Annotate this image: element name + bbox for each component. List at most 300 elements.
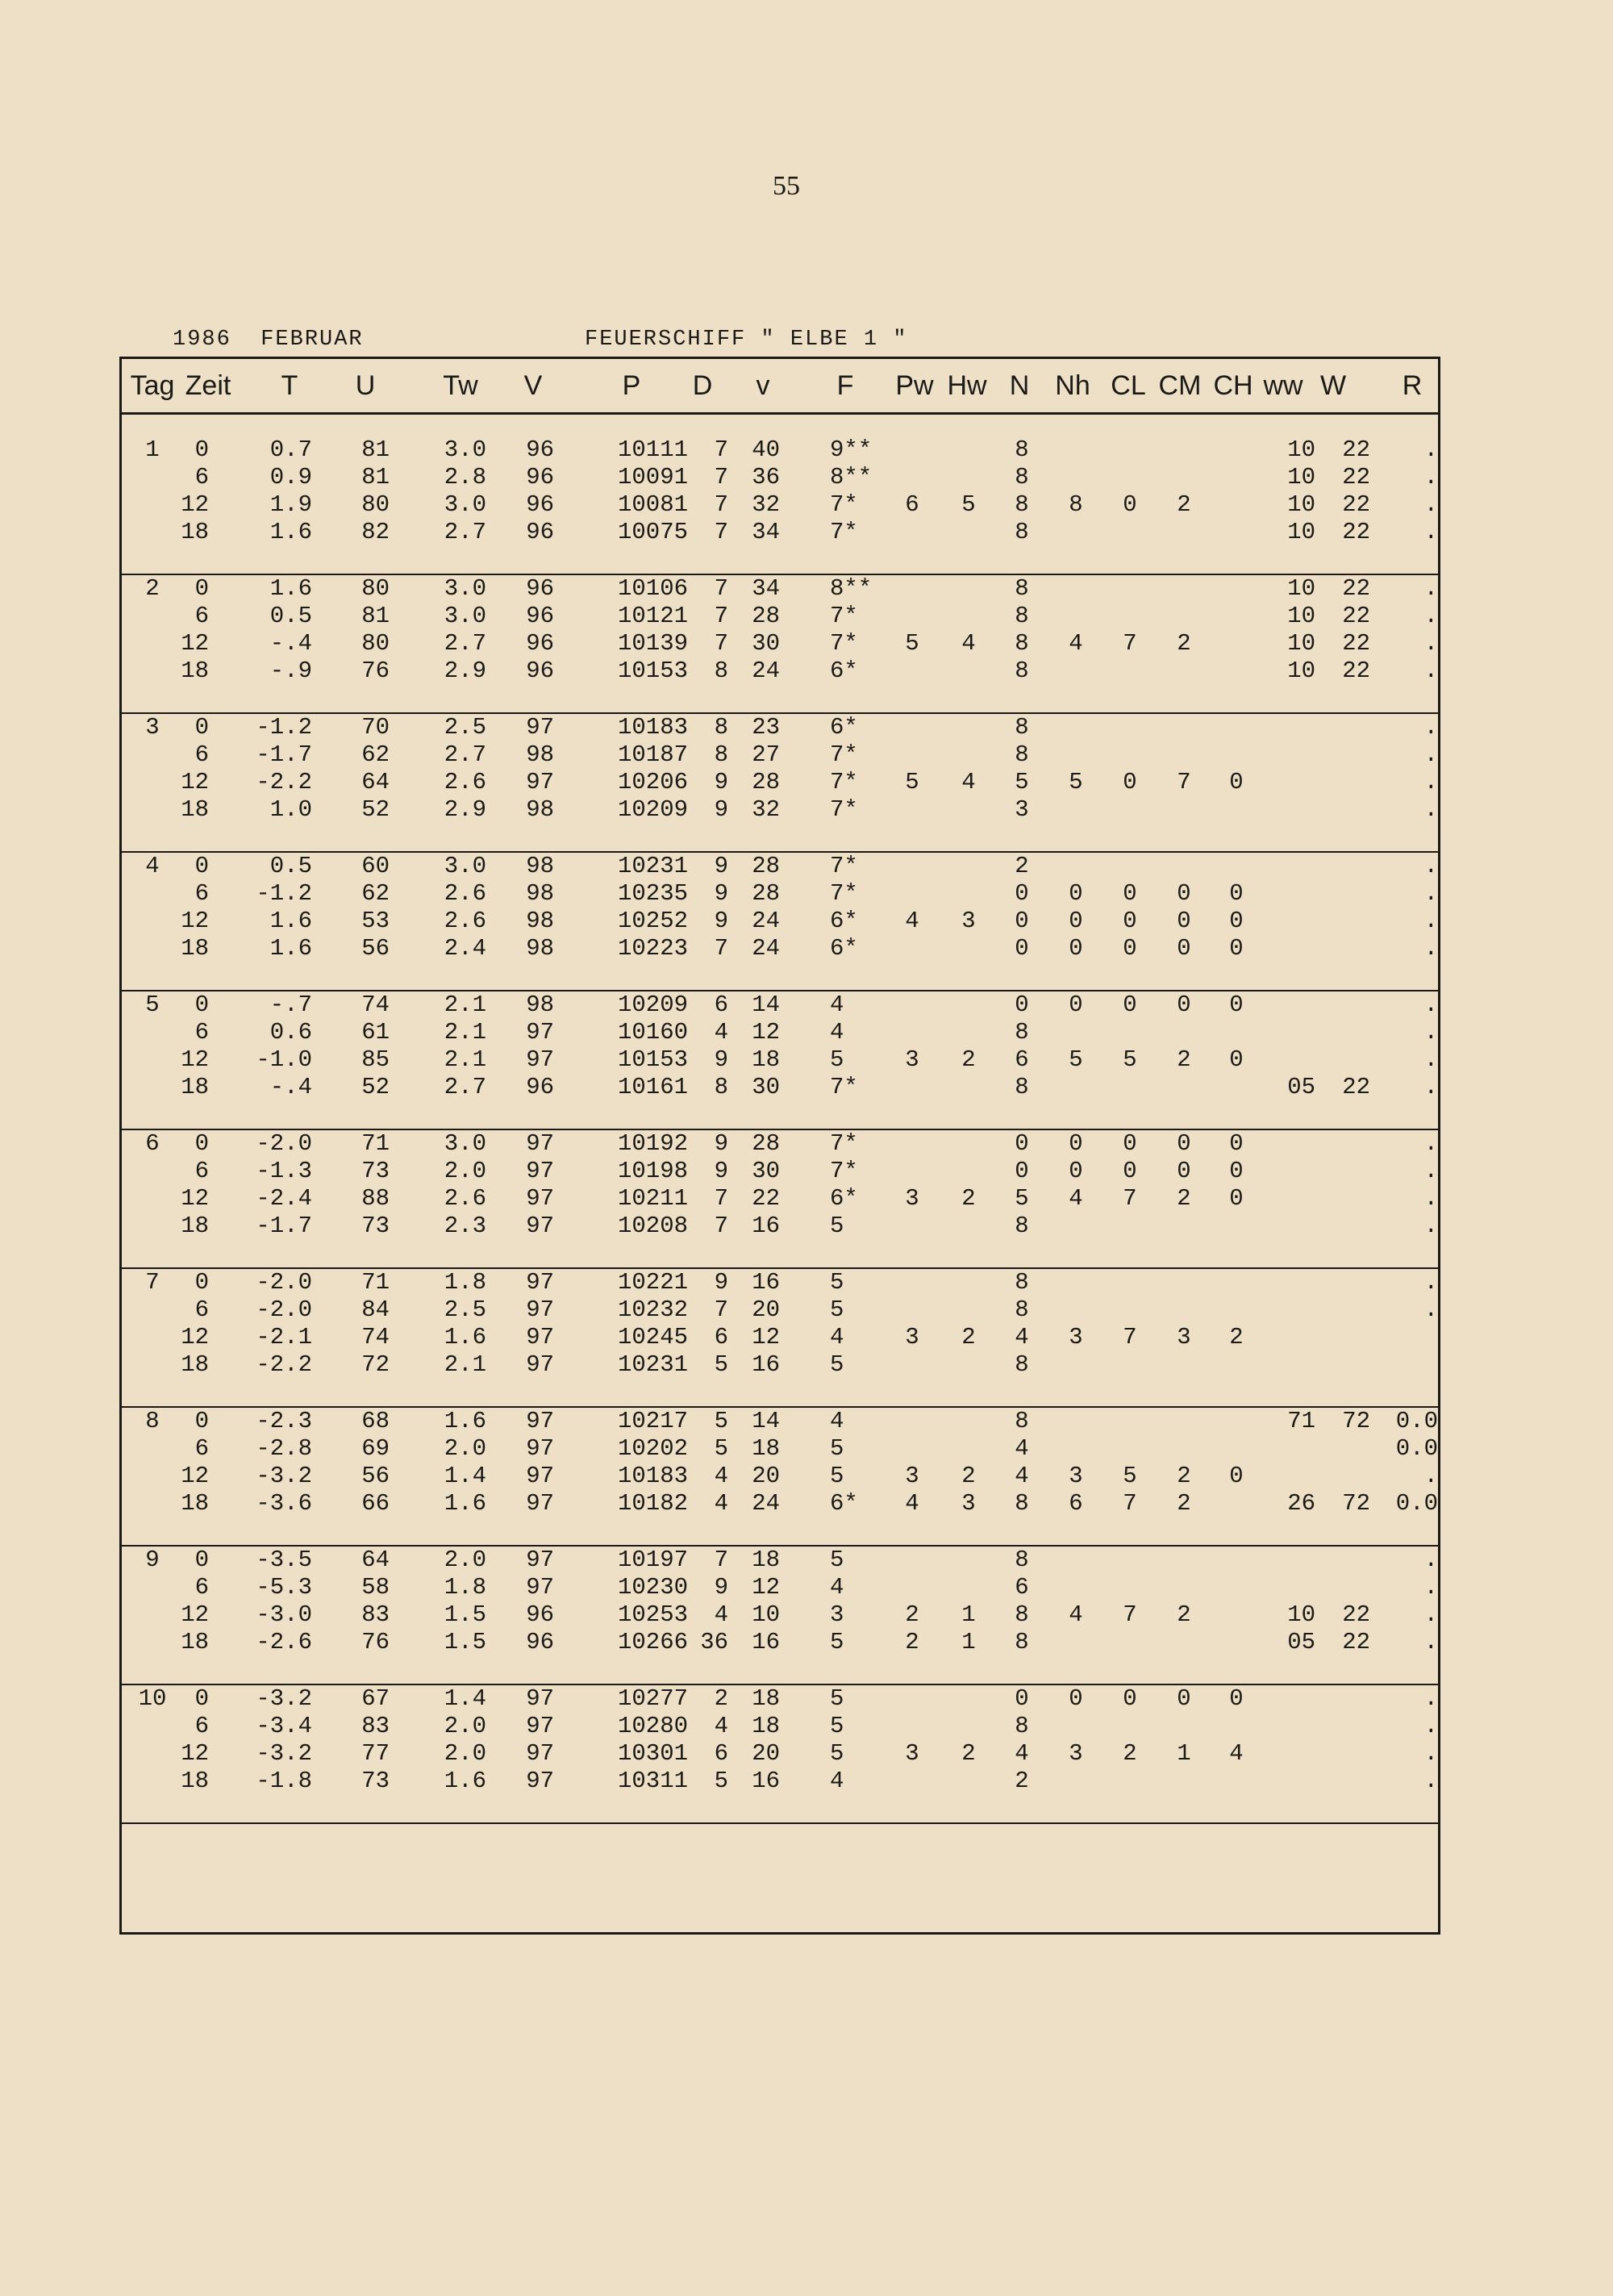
cell-tw: 2.0	[444, 1740, 486, 1767]
cell-ww: 05	[1287, 1629, 1315, 1655]
cell-w: 22	[1342, 1601, 1370, 1628]
cell-nh: 3	[1069, 1463, 1083, 1489]
cell-pw: 4	[905, 1490, 919, 1517]
cell-ch: 0	[1229, 991, 1244, 1018]
cell-tag: 6	[145, 1130, 160, 1157]
cell-t: -2.0	[256, 1130, 312, 1157]
cell-t: -2.1	[256, 1324, 312, 1350]
table-row	[122, 714, 1438, 741]
cell-tw: 2.1	[444, 1046, 486, 1073]
cell-vis: 97	[526, 1296, 554, 1323]
cell-n: 6	[1015, 1046, 1029, 1073]
cell-f: 9**	[830, 436, 873, 463]
cell-ch: 0	[1229, 1158, 1244, 1184]
cell-cl: 0	[1123, 880, 1137, 907]
cell-t: -5.3	[256, 1574, 312, 1601]
table-row	[122, 1130, 1438, 1158]
cell-t: -3.2	[256, 1463, 312, 1489]
cell-hw: 2	[961, 1046, 976, 1073]
cell-n: 8	[1015, 1213, 1029, 1239]
cell-d: 9	[714, 796, 728, 823]
column-header-tw: Tw	[443, 370, 478, 401]
cell-n: 8	[1015, 464, 1029, 491]
cell-zeit: 0	[194, 1547, 209, 1573]
cell-p: 10252	[617, 908, 688, 934]
cell-tag: 2	[145, 575, 160, 602]
cell-nh: 5	[1069, 769, 1083, 795]
cell-zeit: 0	[194, 991, 209, 1018]
column-header-nh: Nh	[1055, 370, 1090, 401]
cell-n: 8	[1015, 1490, 1029, 1517]
cell-v: 20	[752, 1296, 780, 1323]
cell-r: .	[1423, 1629, 1438, 1655]
cell-d: 5	[714, 1768, 728, 1794]
cell-ch: 0	[1229, 908, 1244, 934]
cell-ww: 10	[1287, 464, 1315, 491]
cell-t: -1.2	[256, 714, 312, 741]
cell-f: 6*	[830, 1490, 858, 1517]
cell-nh: 0	[1069, 935, 1083, 962]
cell-n: 8	[1015, 1269, 1029, 1296]
cell-v: 16	[752, 1269, 780, 1296]
cell-pw: 2	[905, 1629, 919, 1655]
cell-vis: 96	[526, 657, 554, 684]
cell-p: 10197	[617, 1547, 688, 1573]
cell-d: 4	[714, 1713, 728, 1739]
table-row	[122, 1351, 1438, 1379]
cell-zeit: 12	[181, 1740, 209, 1767]
cell-n: 8	[1015, 1547, 1029, 1573]
cell-r: .	[1423, 1213, 1438, 1239]
cell-n: 0	[1015, 935, 1029, 962]
cell-hw: 5	[961, 491, 976, 518]
cell-zeit: 6	[194, 1296, 209, 1323]
table-row	[122, 796, 1438, 824]
cell-hw: 3	[961, 908, 976, 934]
table-row	[122, 1185, 1438, 1213]
cell-u: 80	[361, 630, 390, 657]
cell-v: 20	[752, 1463, 780, 1489]
cell-p: 10232	[617, 1296, 688, 1323]
cell-tw: 2.1	[444, 1351, 486, 1378]
cell-d: 9	[714, 1158, 728, 1184]
cell-vis: 97	[526, 1185, 554, 1212]
cell-tw: 2.1	[444, 1019, 486, 1046]
cell-p: 10153	[617, 1046, 688, 1073]
cell-ch: 0	[1229, 1185, 1244, 1212]
cell-v: 24	[752, 657, 780, 684]
cell-f: 5	[830, 1740, 844, 1767]
cell-f: 6*	[830, 908, 858, 934]
cell-n: 6	[1015, 1574, 1029, 1601]
cell-w: 22	[1342, 464, 1370, 491]
cell-cm: 2	[1177, 1185, 1191, 1212]
cell-n: 0	[1015, 1130, 1029, 1157]
cell-tw: 2.7	[444, 741, 486, 768]
cell-d: 2	[714, 1685, 728, 1712]
cell-w: 22	[1342, 436, 1370, 463]
column-header-vis: V	[523, 370, 543, 401]
cell-f: 4	[830, 1768, 844, 1794]
cell-vis: 97	[526, 1713, 554, 1739]
cell-t: 1.6	[269, 935, 312, 962]
cell-cl: 7	[1123, 1185, 1137, 1212]
cell-v: 24	[752, 935, 780, 962]
cell-tw: 2.9	[444, 657, 486, 684]
cell-n: 8	[1015, 741, 1029, 768]
cell-v: 24	[752, 1490, 780, 1517]
cell-t: -2.4	[256, 1185, 312, 1212]
cell-n: 2	[1015, 1768, 1029, 1794]
cell-zeit: 12	[181, 630, 209, 657]
cell-t: -2.3	[256, 1408, 312, 1434]
cell-n: 8	[1015, 436, 1029, 463]
cell-tag: 8	[145, 1408, 160, 1434]
cell-zeit: 12	[181, 491, 209, 518]
cell-zeit: 18	[181, 935, 209, 962]
cell-n: 8	[1015, 1296, 1029, 1323]
cell-p: 10139	[617, 630, 688, 657]
cell-zeit: 0	[194, 436, 209, 463]
table-row	[122, 1046, 1438, 1074]
cell-f: 7*	[830, 880, 858, 907]
cell-nh: 0	[1069, 1685, 1083, 1712]
table-row	[122, 853, 1438, 880]
cell-tw: 2.8	[444, 464, 486, 491]
cell-r: .	[1423, 1074, 1438, 1100]
cell-d: 7	[714, 519, 728, 545]
table-row	[122, 1713, 1438, 1740]
cell-r: .	[1423, 464, 1438, 491]
cell-d: 8	[714, 1074, 728, 1100]
cell-v: 20	[752, 1740, 780, 1767]
cell-v: 28	[752, 1130, 780, 1157]
cell-ch: 4	[1229, 1740, 1244, 1767]
cell-p: 10277	[617, 1685, 688, 1712]
cell-vis: 96	[526, 575, 554, 602]
cell-d: 8	[714, 741, 728, 768]
cell-t: -3.2	[256, 1685, 312, 1712]
cell-d: 9	[714, 908, 728, 934]
cell-v: 18	[752, 1547, 780, 1573]
cell-tw: 1.4	[444, 1463, 486, 1489]
cell-v: 16	[752, 1213, 780, 1239]
cell-zeit: 18	[181, 1768, 209, 1794]
cell-t: 1.6	[269, 519, 312, 545]
table-row	[122, 1324, 1438, 1351]
cell-ch: 0	[1229, 1130, 1244, 1157]
cell-f: 7*	[830, 491, 858, 518]
cell-w: 22	[1342, 575, 1370, 602]
cell-r: .	[1423, 769, 1438, 795]
cell-u: 53	[361, 908, 390, 934]
cell-hw: 4	[961, 630, 976, 657]
cell-t: -3.0	[256, 1601, 312, 1628]
cell-n: 0	[1015, 1685, 1029, 1712]
column-header-w: W	[1319, 370, 1347, 401]
cell-f: 6*	[830, 714, 858, 741]
column-header-p: P	[622, 370, 641, 401]
cell-u: 70	[361, 714, 390, 741]
cell-p: 10091	[617, 464, 688, 491]
cell-hw: 2	[961, 1740, 976, 1767]
day-group	[122, 991, 1438, 1130]
cell-t: 1.0	[269, 796, 312, 823]
table-row	[122, 908, 1438, 935]
column-header-u: U	[355, 370, 376, 401]
cell-u: 76	[361, 657, 390, 684]
cell-d: 7	[714, 464, 728, 491]
cell-u: 71	[361, 1269, 390, 1296]
cell-r: .	[1423, 714, 1438, 741]
cell-pw: 3	[905, 1185, 919, 1212]
cell-n: 0	[1015, 908, 1029, 934]
cell-zeit: 12	[181, 1324, 209, 1350]
cell-r: .	[1423, 1296, 1438, 1323]
cell-p: 10217	[617, 1408, 688, 1434]
cell-vis: 96	[526, 630, 554, 657]
cell-n: 0	[1015, 880, 1029, 907]
cell-r: .	[1423, 880, 1438, 907]
table-row	[122, 519, 1438, 546]
cell-tw: 2.4	[444, 935, 486, 962]
observation-table	[119, 357, 1440, 1935]
cell-tw: 2.3	[444, 1213, 486, 1239]
cell-p: 10106	[617, 575, 688, 602]
cell-f: 7*	[830, 1074, 858, 1100]
cell-f: 4	[830, 991, 844, 1018]
cell-nh: 0	[1069, 908, 1083, 934]
cell-d: 7	[714, 1213, 728, 1239]
cell-nh: 0	[1069, 1130, 1083, 1157]
cell-f: 7*	[830, 769, 858, 795]
cell-v: 18	[752, 1435, 780, 1462]
cell-p: 10223	[617, 935, 688, 962]
cell-p: 10301	[617, 1740, 688, 1767]
cell-nh: 8	[1069, 491, 1083, 518]
cell-u: 83	[361, 1713, 390, 1739]
cell-d: 4	[714, 1601, 728, 1628]
cell-u: 84	[361, 1296, 390, 1323]
cell-cl: 0	[1123, 1685, 1137, 1712]
cell-f: 5	[830, 1296, 844, 1323]
cell-zeit: 6	[194, 603, 209, 629]
day-group	[122, 1269, 1438, 1408]
cell-n: 4	[1015, 1463, 1029, 1489]
cell-tw: 2.0	[444, 1713, 486, 1739]
cell-zeit: 12	[181, 908, 209, 934]
cell-u: 88	[361, 1185, 390, 1212]
cell-hw: 1	[961, 1601, 976, 1628]
cell-f: 5	[830, 1351, 844, 1378]
cell-tw: 1.5	[444, 1629, 486, 1655]
cell-v: 34	[752, 575, 780, 602]
cell-t: -2.0	[256, 1269, 312, 1296]
cell-u: 73	[361, 1768, 390, 1794]
cell-r: .	[1423, 575, 1438, 602]
cell-p: 10183	[617, 1463, 688, 1489]
cell-tw: 3.0	[444, 436, 486, 463]
cell-n: 4	[1015, 1435, 1029, 1462]
cell-pw: 5	[905, 769, 919, 795]
table-row	[122, 1463, 1438, 1490]
cell-t: -2.6	[256, 1629, 312, 1655]
cell-zeit: 0	[194, 1269, 209, 1296]
cell-t: 0.5	[269, 853, 312, 879]
cell-t: 0.7	[269, 436, 312, 463]
column-header-cl: CL	[1111, 370, 1146, 401]
cell-tw: 1.6	[444, 1768, 486, 1794]
table-row	[122, 935, 1438, 962]
column-header-r: R	[1402, 370, 1423, 401]
cell-tw: 2.7	[444, 1074, 486, 1100]
cell-ch: 0	[1229, 935, 1244, 962]
cell-v: 18	[752, 1713, 780, 1739]
cell-zeit: 6	[194, 1713, 209, 1739]
day-group	[122, 853, 1438, 991]
cell-v: 27	[752, 741, 780, 768]
cell-n: 0	[1015, 991, 1029, 1018]
cell-f: 7*	[830, 853, 858, 879]
cell-u: 73	[361, 1213, 390, 1239]
cell-v: 12	[752, 1324, 780, 1350]
cell-n: 8	[1015, 714, 1029, 741]
cell-v: 32	[752, 796, 780, 823]
cell-r: .	[1423, 657, 1438, 684]
cell-r: 0.0	[1395, 1408, 1438, 1434]
cell-t: -3.6	[256, 1490, 312, 1517]
cell-n: 8	[1015, 1629, 1029, 1655]
cell-tw: 2.5	[444, 1296, 486, 1323]
cell-f: 5	[830, 1463, 844, 1489]
cell-n: 8	[1015, 1074, 1029, 1100]
cell-n: 8	[1015, 1601, 1029, 1628]
cell-vis: 96	[526, 603, 554, 629]
cell-cl: 5	[1123, 1046, 1137, 1073]
cell-r: .	[1423, 1269, 1438, 1296]
cell-zeit: 0	[194, 1685, 209, 1712]
cell-f: 5	[830, 1629, 844, 1655]
cell-pw: 4	[905, 908, 919, 934]
cell-p: 10253	[617, 1601, 688, 1628]
cell-cl: 0	[1123, 908, 1137, 934]
cell-p: 10211	[617, 1185, 688, 1212]
cell-zeit: 6	[194, 464, 209, 491]
cell-f: 5	[830, 1435, 844, 1462]
cell-w: 22	[1342, 519, 1370, 545]
cell-hw: 4	[961, 769, 976, 795]
cell-tw: 1.8	[444, 1574, 486, 1601]
cell-tw: 2.6	[444, 1185, 486, 1212]
cell-u: 82	[361, 519, 390, 545]
cell-p: 10266	[617, 1629, 688, 1655]
cell-t: 1.6	[269, 908, 312, 934]
cell-f: 5	[830, 1713, 844, 1739]
cell-pw: 3	[905, 1324, 919, 1350]
cell-vis: 97	[526, 1269, 554, 1296]
cell-r: .	[1423, 519, 1438, 545]
cell-tag: 3	[145, 714, 160, 741]
cell-n: 8	[1015, 491, 1029, 518]
cell-f: 7*	[830, 519, 858, 545]
cell-u: 81	[361, 603, 390, 629]
cell-pw: 3	[905, 1046, 919, 1073]
table-row	[122, 657, 1438, 685]
cell-d: 8	[714, 657, 728, 684]
cell-cm: 0	[1177, 935, 1191, 962]
cell-f: 4	[830, 1574, 844, 1601]
cell-p: 10206	[617, 769, 688, 795]
cell-v: 28	[752, 603, 780, 629]
cell-tw: 2.9	[444, 796, 486, 823]
cell-p: 10230	[617, 1574, 688, 1601]
cell-ww: 71	[1287, 1408, 1315, 1434]
cell-vis: 96	[526, 491, 554, 518]
cell-u: 72	[361, 1351, 390, 1378]
day-group	[122, 1130, 1438, 1269]
cell-w: 22	[1342, 1629, 1370, 1655]
cell-tag: 7	[145, 1269, 160, 1296]
cell-cm: 7	[1177, 769, 1191, 795]
table-row	[122, 880, 1438, 908]
cell-d: 7	[714, 1296, 728, 1323]
cell-u: 76	[361, 1629, 390, 1655]
cell-nh: 3	[1069, 1324, 1083, 1350]
cell-v: 28	[752, 853, 780, 879]
cell-ww: 10	[1287, 491, 1315, 518]
cell-tw: 2.0	[444, 1435, 486, 1462]
table-row	[122, 741, 1438, 769]
cell-u: 73	[361, 1158, 390, 1184]
cell-vis: 97	[526, 1158, 554, 1184]
cell-d: 7	[714, 575, 728, 602]
cell-t: -.7	[269, 991, 312, 1018]
cell-ch: 0	[1229, 1463, 1244, 1489]
cell-t: -2.8	[256, 1435, 312, 1462]
cell-ch: 2	[1229, 1324, 1244, 1350]
cell-zeit: 18	[181, 796, 209, 823]
cell-u: 74	[361, 991, 390, 1018]
cell-zeit: 0	[194, 714, 209, 741]
cell-zeit: 6	[194, 1019, 209, 1046]
column-header-tag: Tag	[130, 370, 175, 401]
cell-v: 14	[752, 991, 780, 1018]
cell-u: 69	[361, 1435, 390, 1462]
cell-f: 5	[830, 1046, 844, 1073]
cell-v: 18	[752, 1046, 780, 1073]
cell-pw: 3	[905, 1740, 919, 1767]
cell-n: 3	[1015, 796, 1029, 823]
cell-d: 9	[714, 769, 728, 795]
cell-v: 30	[752, 630, 780, 657]
cell-v: 12	[752, 1019, 780, 1046]
cell-d: 7	[714, 491, 728, 518]
cell-p: 10187	[617, 741, 688, 768]
cell-p: 10111	[617, 436, 688, 463]
cell-cl: 0	[1123, 1130, 1137, 1157]
cell-v: 34	[752, 519, 780, 545]
cell-zeit: 0	[194, 1130, 209, 1157]
cell-u: 61	[361, 1019, 390, 1046]
cell-f: 5	[830, 1213, 844, 1239]
cell-d: 9	[714, 1269, 728, 1296]
cell-cl: 7	[1123, 1490, 1137, 1517]
cell-v: 32	[752, 491, 780, 518]
cell-vis: 97	[526, 1740, 554, 1767]
cell-u: 56	[361, 1463, 390, 1489]
cell-cl: 7	[1123, 1324, 1137, 1350]
cell-r: .	[1423, 1574, 1438, 1601]
